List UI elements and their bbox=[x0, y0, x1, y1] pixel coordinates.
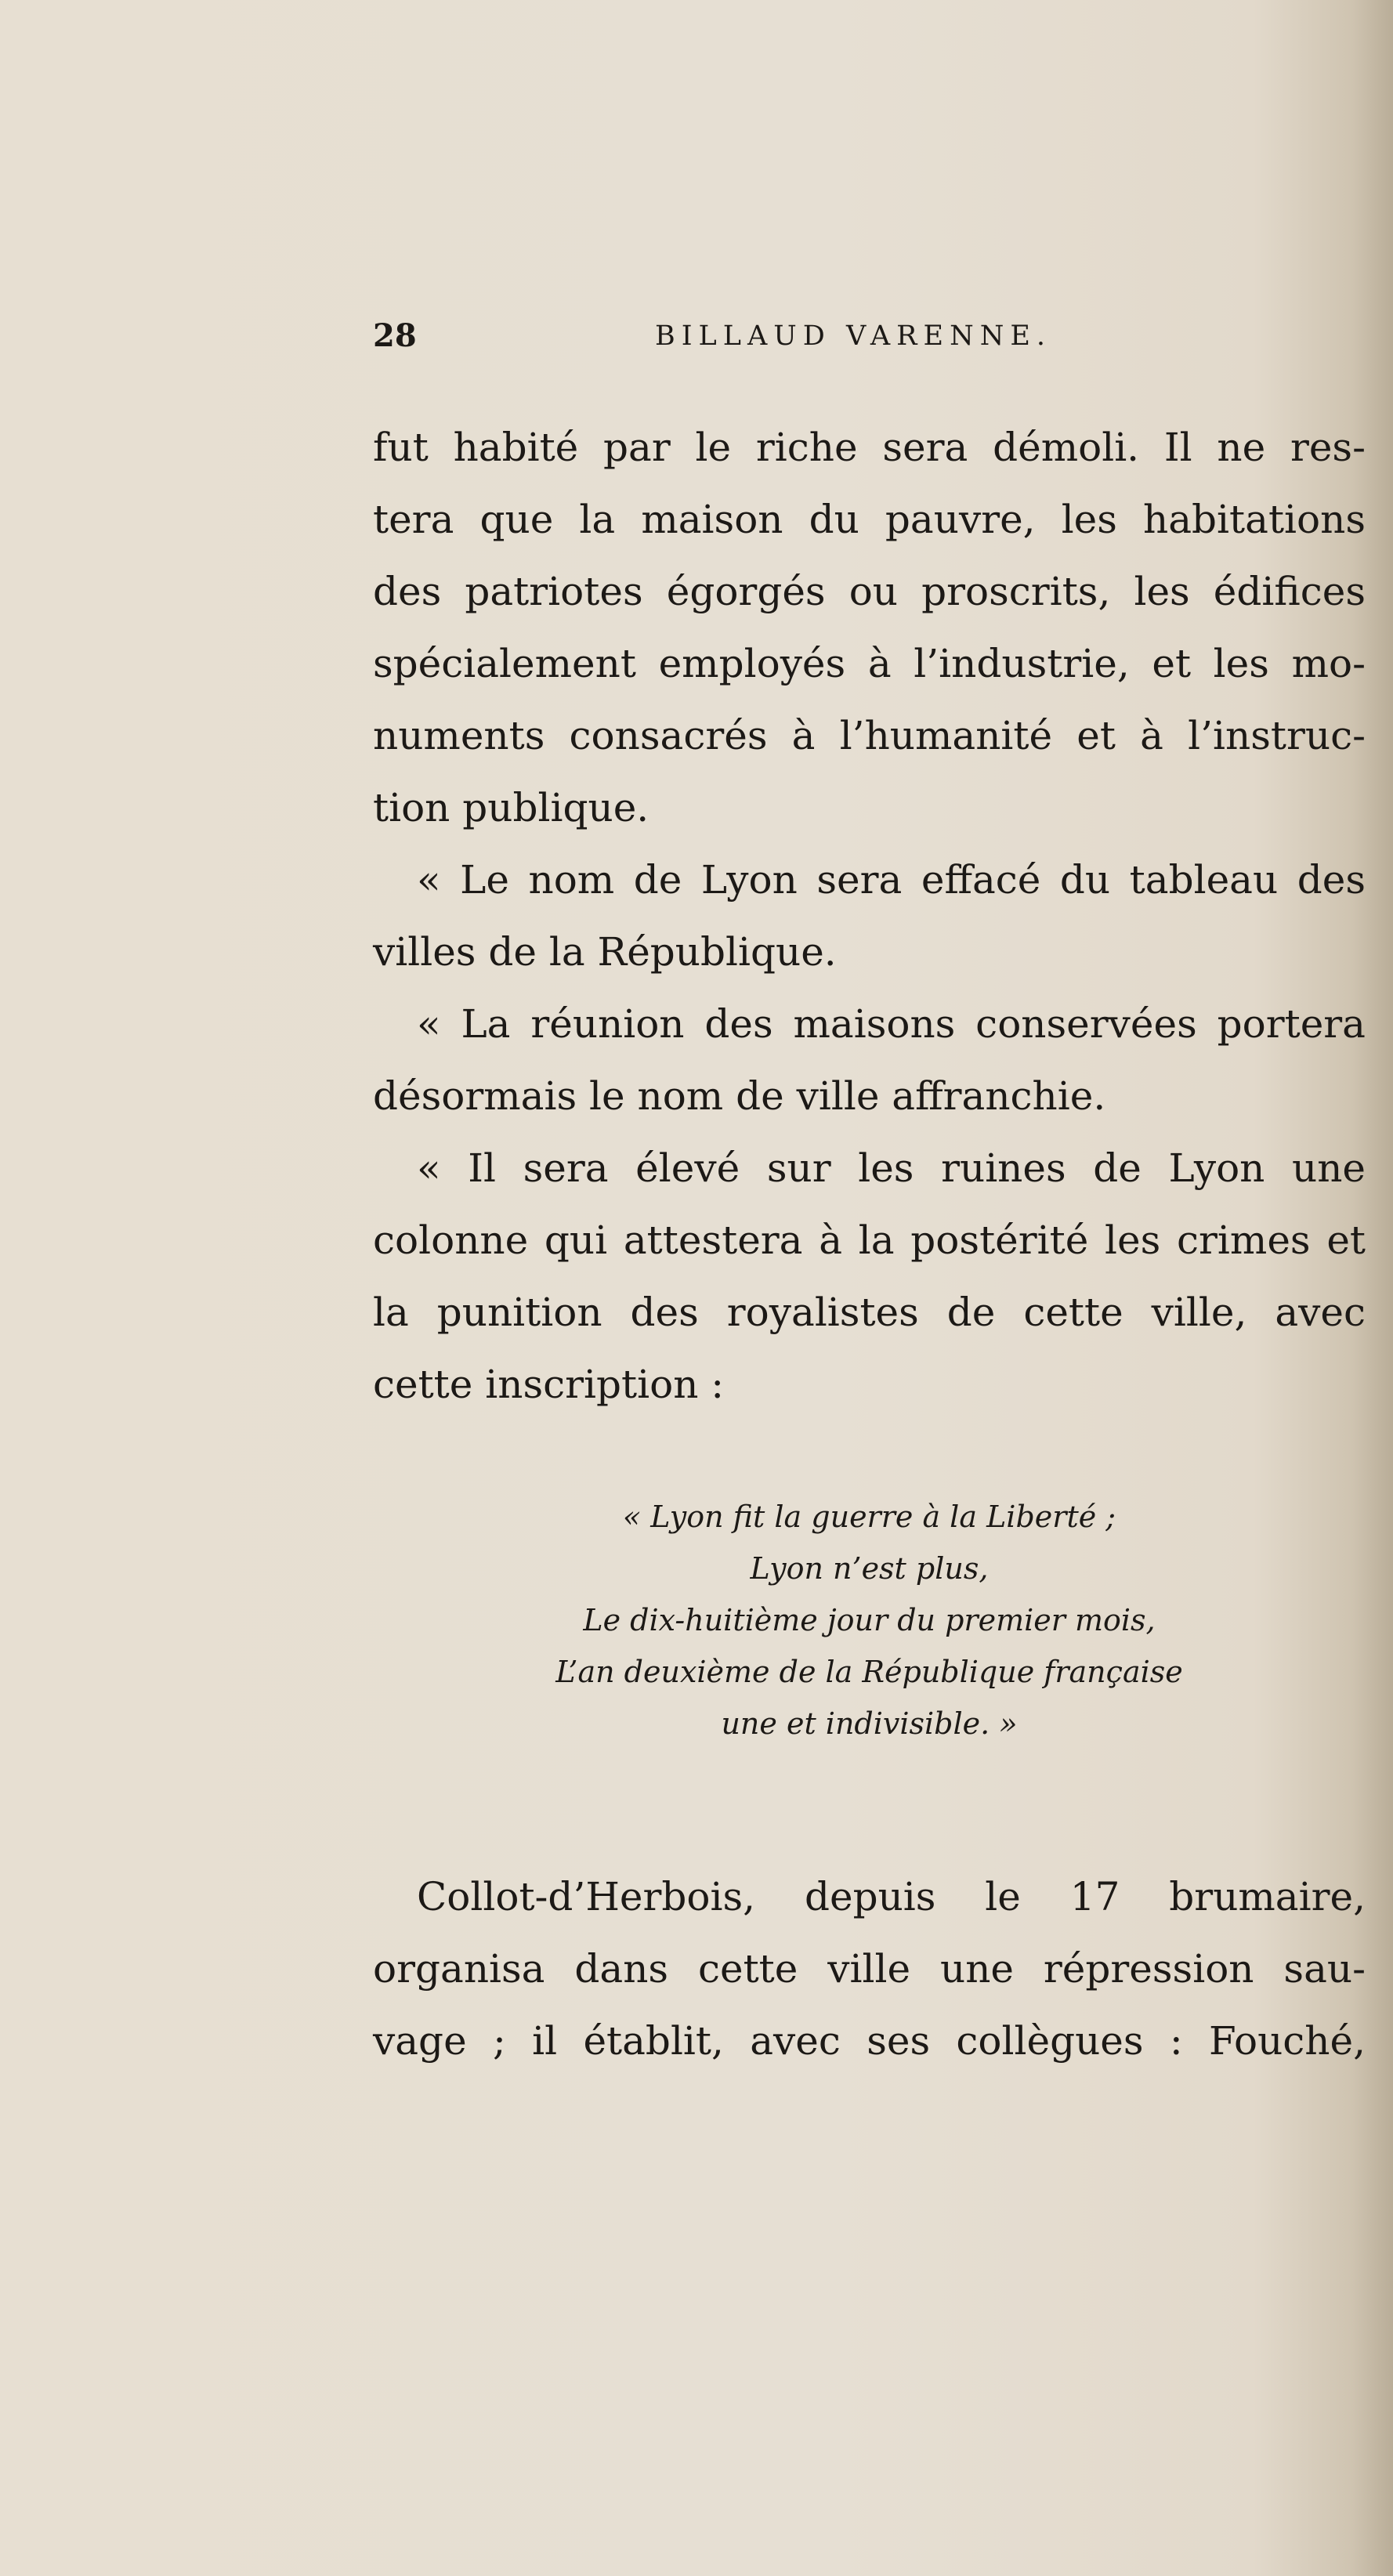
text-line: spécialement employés à l’industrie, et les mo- bbox=[373, 641, 1366, 686]
body-text bbox=[373, 411, 1366, 1420]
text-line: désormais le nom de ville affranchie. bbox=[373, 1073, 1106, 1119]
text-line: tera que la maison du pauvre, les habitations bbox=[373, 497, 1366, 542]
inscription-line: L’an deuxième de la République française bbox=[555, 1655, 1183, 1689]
page-number: 28 bbox=[373, 317, 417, 354]
text-line: « Il sera élevé sur les ruines de Lyon une bbox=[417, 1145, 1366, 1191]
text-line: « Le nom de Lyon sera effacé du tableau des bbox=[417, 857, 1366, 903]
text-line: numents consacrés à l’humanité et à l’instruc- bbox=[373, 713, 1366, 758]
text-line: fut habité par le riche sera démoli. Il ne res- bbox=[373, 425, 1366, 470]
text-line: Collot-d’Herbois, depuis le 17 brumaire, bbox=[417, 1874, 1366, 1919]
text-line: tion publique. bbox=[373, 785, 649, 830]
text-line: vage ; il établit, avec ses collègues : Fouché, bbox=[373, 2018, 1366, 2064]
running-head bbox=[373, 317, 1078, 372]
text-line: organisa dans cette ville une répression sau- bbox=[373, 1946, 1366, 1992]
text-line: villes de la République. bbox=[373, 929, 837, 975]
text-line: des patriotes égorgés ou proscrits, les édifices bbox=[373, 569, 1366, 614]
inscription-line: Le dix-huitième jour du premier mois, bbox=[583, 1603, 1156, 1637]
inscription-block bbox=[373, 1491, 1366, 1749]
text-line: « La réunion des maisons conservées portera bbox=[417, 1001, 1366, 1047]
text-line: la punition des royalistes de cette ville, avec bbox=[373, 1290, 1366, 1335]
inscription-line: une et indivisible. » bbox=[721, 1706, 1018, 1741]
inscription-line: « Lyon fit la guerre à la Liberté ; bbox=[622, 1500, 1116, 1534]
body-text-continued bbox=[373, 1861, 1366, 2077]
running-title: BILLAUD VARENNE. bbox=[655, 320, 1051, 352]
text-line: cette inscription : bbox=[373, 1362, 725, 1407]
text-line: colonne qui attestera à la postérité les crimes et bbox=[373, 1217, 1366, 1263]
inscription-line: Lyon n’est plus, bbox=[750, 1551, 989, 1586]
